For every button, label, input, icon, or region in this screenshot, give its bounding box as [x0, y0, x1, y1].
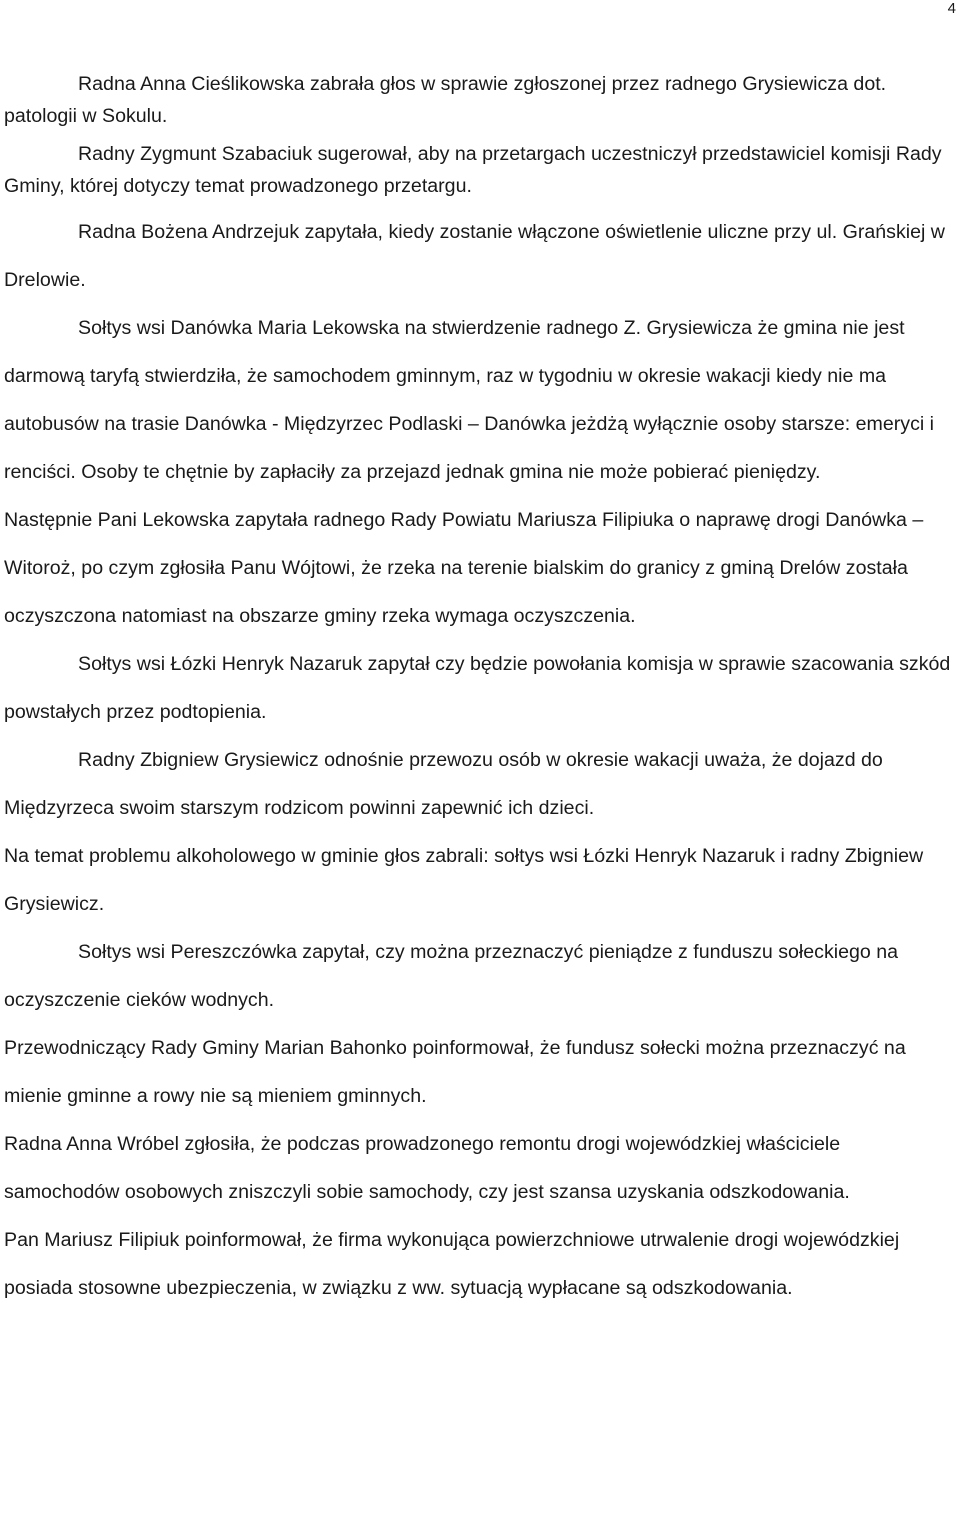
document-body [4, 68, 958, 1312]
paragraph-filipiuk: Pan Mariusz Filipiuk poinformował, że firma wykonująca powierzchniowe utrwalenie drogi wojewódzkiej posiada stosowne ubezpieczenia, w związku z ww. sytuacją wypłacane są odszkodowania. [4, 1229, 900, 1299]
paragraph-bahonko: Przewodniczący Rady Gminy Marian Bahonko poinformował, że fundusz sołecki można przeznaczyć na mienie gminne a rowy nie są mieniem gminnych. [4, 1037, 906, 1107]
paragraph-szabaciuk: Radny Zygmunt Szabaciuk sugerował, aby na przetargach uczestniczył przedstawiciel komisji Rady Gminy, której dotyczy temat prowadzonego przetargu. [4, 143, 942, 197]
paragraph-wrobel: Radna Anna Wróbel zgłosiła, że podczas prowadzonego remontu drogi wojewódzkiej właściciele samochodów osobowych zniszczyli sobie samochody, czy jest szansa uzyskania odszkodowania. [4, 1133, 850, 1203]
paragraph-cieslikowska: Radna Anna Cieślikowska zabrała głos w sprawie zgłoszonej przez radnego Grysiewicza dot. patologii w Sokulu. [4, 73, 887, 127]
paragraph-pereszczowka: Sołtys wsi Pereszczówka zapytał, czy można przeznaczyć pieniądze z funduszu sołeckiego na oczyszczenie cieków wodnych. [4, 941, 899, 1011]
paragraph-nazaruk-komisja: Sołtys wsi Łózki Henryk Nazaruk zapytał czy będzie powołania komisja w sprawie szacowania szkód powstałych przez podtopienia. [4, 653, 951, 723]
paragraph-lekowska-droga: Następnie Pani Lekowska zapytała radnego Rady Powiatu Mariusza Filipiuka o naprawę drogi Danówka – Witoroż, po czym zgłosiła Panu Wójtowi, że rzeka na terenie bialskim do granicy z gminą Drelów została oczyszczona natomiast na obszarze gminy rzeka wymaga oczyszczenia. [4, 509, 924, 627]
paragraph-andrzejuk: Radna Bożena Andrzejuk zapytała, kiedy zostanie włączone oświetlenie uliczne przy ul. Grańskiej w Drelowie. [4, 221, 945, 291]
paragraph-grysiewicz-przewoz: Radny Zbigniew Grysiewicz odnośnie przewozu osób w okresie wakacji uważa, że dojazd do Międzyrzeca swoim starszym rodzicom powinni zapewnić ich dzieci. [4, 749, 883, 819]
page-number: 4 [947, 0, 956, 17]
paragraph-lekowska-taryfa: Sołtys wsi Danówka Maria Lekowska na stwierdzenie radnego Z. Grysiewicza że gmina nie jest darmową taryfą stwierdziła, że samochodem gminnym, raz w tygodniu w okresie wakacji kiedy nie ma autobusów na trasie Danówka - Międzyrzec Podlaski – Danówka jeżdżą wyłącznie osoby starsze: emeryci i renciści. Osoby te chętnie by zapłaciły za przejazd jednak gmina nie może pobierać pieniędzy. [4, 317, 935, 483]
paragraph-problem-alkoholowy: Na temat problemu alkoholowego w gminie głos zabrali: sołtys wsi Łózki Henryk Nazaruk i radny Zbigniew Grysiewicz. [4, 845, 924, 915]
